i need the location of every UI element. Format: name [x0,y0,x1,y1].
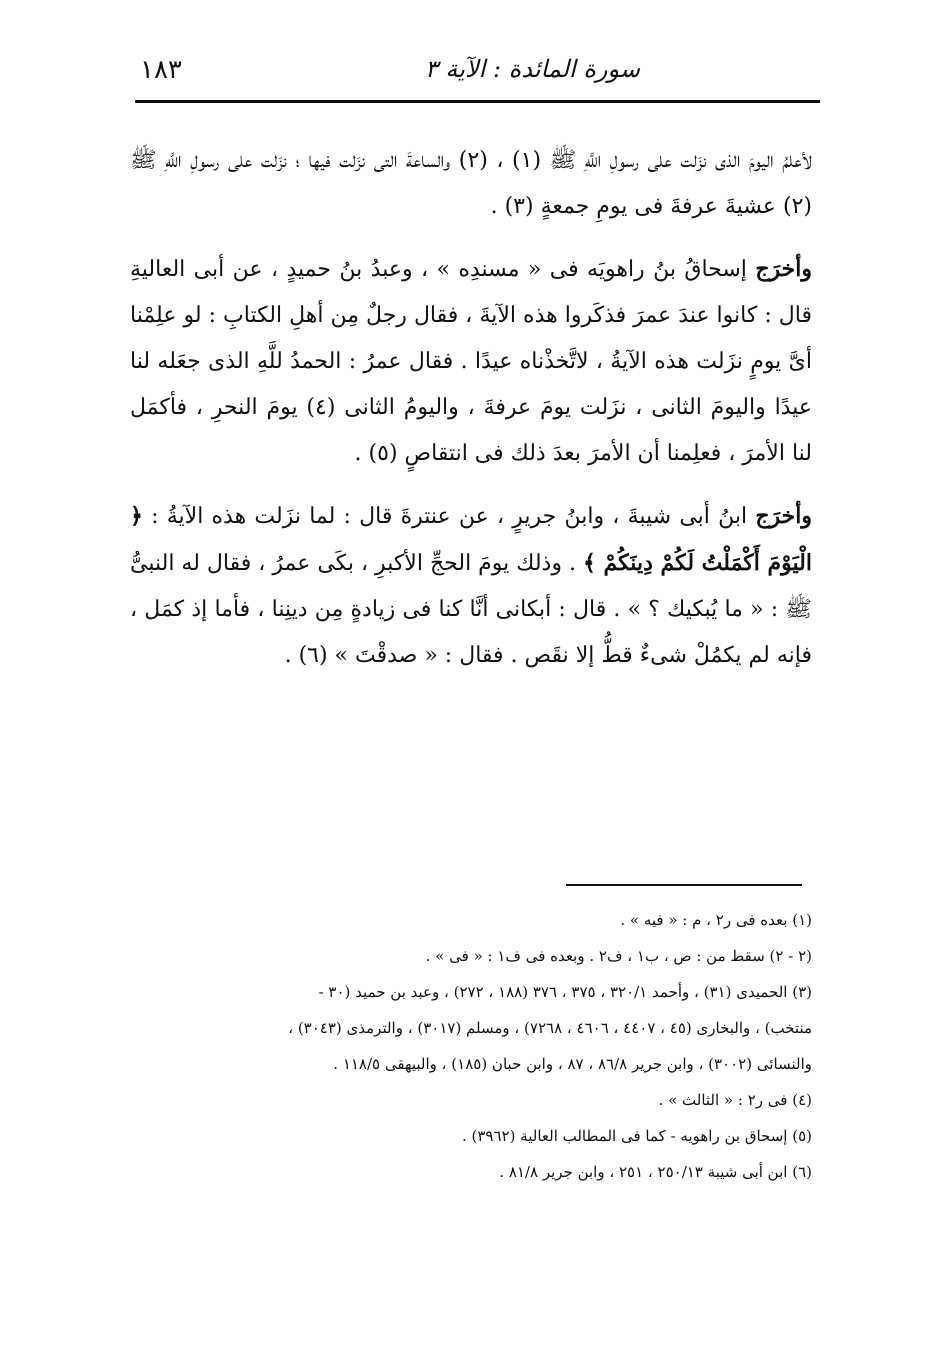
footnote-5: (٥) إسحاق بن راهويه - كما فى المطالب العالية (٣٩٦٢) . [461,1127,812,1145]
footnote-3-line-3: والنسائى (٣٠٠٢) ، وابن جرير ٨٦/٨ ، ٨٧ ، وابن حبان (١٨٥) ، والبيهقى ١١٨/٥ . [333,1055,812,1073]
footnote-4: (٤) فى ر٢ : « الثالث » . [658,1091,812,1109]
footnote-3-line-2: منتخب) ، والبخارى (٤٥ ، ٤٤٠٧ ، ٤٦٠٦ ، ٧٢٦٨) ، ومسلم (٣٠١٧) ، والترمذى (٣٠٤٣) ، [288,1019,812,1037]
paragraph-1-text: لأعلمُ اليومَ الذى نزَلت على رسولِ اللَّهِ ﷺ (١) ، (٢) والساعةَ التى نزَلت فيها ؛ نزَلت على رسولِ اللَّهِ ﷺ (٢) عشيةَ عرفةَ فى يومِ جمعةٍ (٣) . [130,148,813,219]
paragraph-3-text-before: ابنُ أبى شيبةَ ، وابنُ جريرٍ ، عن عنترةَ قال : لما نزَلت هذه الآيةُ : [142,504,756,529]
paragraph-2 [130,246,812,477]
footnote-6: (٦) ابن أبى شيبة ٢٥٠/١٣ ، ٢٥١ ، وابن جرير ٨١/٨ . [499,1163,812,1181]
footnote-separator [566,884,802,886]
page-header [140,55,820,91]
main-text [130,138,812,679]
footnote-3-line-1: (٣) الحميدى (٣١) ، وأحمد ٣٢٠/١ ، ٣٧٥ ، ٣٧٦ (١٨٨ ، ٢٧٢) ، وعبد بن حميد (٣٠ - [318,983,812,1001]
footnote-1: (١) بعده فى ر٢ ، م : « فيه » . [620,911,812,929]
footnotes [130,902,812,1190]
paragraph-3-lead: وأخرَج [755,503,812,529]
quran-verse: ﴿ الْيَوْمَ أَكْمَلْتُ لَكُمْ دِينَكُمْ ﴾ [130,503,812,576]
paragraph-2-text: إسحاقُ بنُ راهويَه فى « مسندِه » ، وعبدُ بنُ حميدٍ ، عن أبى العاليةِ قال : كانوا عندَ عمرَ فذكَروا هذه الآيةَ ، فقال رجلٌ مِن أهلِ الكتابِ : لو علِمْنا أىَّ يومٍ نزَلت هذه الآيةُ ، لاتَّخذْناه عيدًا . فقال عمرُ : الحمدُ للَّهِ الذى جعَله لنا عيدًا واليومَ الثانى ، نزَلت يومَ عرفةَ ، واليومُ الثانى (٤) يومَ النحرِ ، فأكمَل لنا الأمرَ ، فعلِمنا أن الأمرَ بعدَ ذلك فى انتقاصٍ (٥) . [130,257,812,466]
running-title: سورة المائدة : الآية ٣ [424,55,640,83]
header-rule [135,100,820,103]
paragraph-3-text-after: . وذلك يومَ الحجِّ الأكبرِ ، بكَى عمرُ ، فقال له النبىُّ ﷺ : « ما يُبكيك ؟ » . قال : أبكانى أنَّا كنا فى زيادةٍ مِن دينِنا ، فأما إذ كمَل ، فإنه لم يكمُلْ شىءٌ قطُّ إلا نقَص . فقال : « صدقْتَ » (٦) . [130,551,812,668]
paragraph-2-lead: وأخرَج [755,256,812,282]
paragraph-3 [130,493,812,679]
footnote-2: (٢ - ٢) سقط من : ص ، ب١ ، ف٢ . وبعده فى ف١ : « فى » . [425,947,812,965]
page-number: ١٨٣ [140,55,182,85]
paragraph-1 [130,138,812,230]
